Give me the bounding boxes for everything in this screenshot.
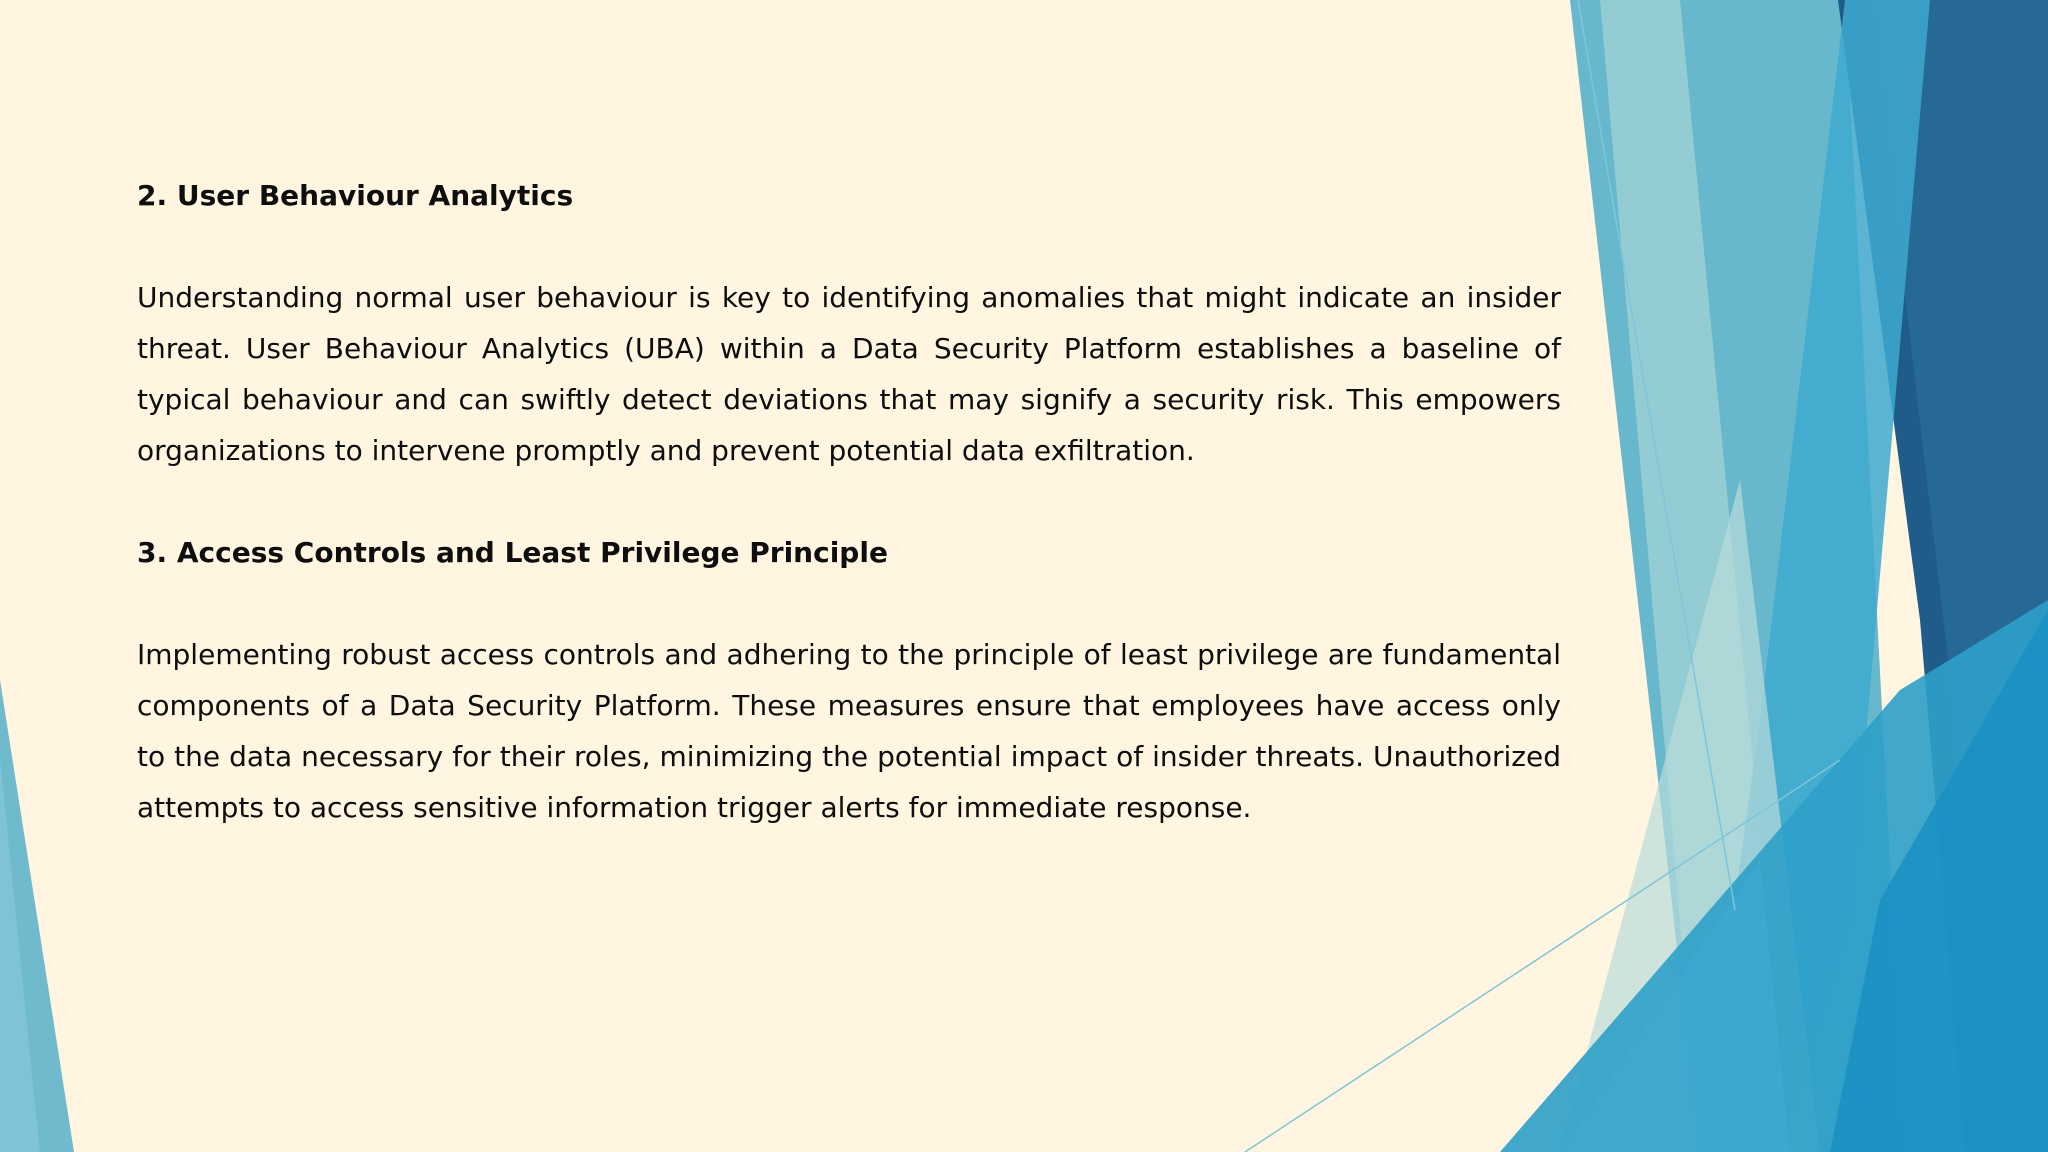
section-body-uba: Understanding normal user behaviour is key to identifying anomalies that might indicate an insider threat. User Behaviour Analytics (UBA) within a Data Security Platform establishes a baseline of typical behaviour and can swiftly detect deviations that may signify a security risk. This empowers organizations to intervene promptly and prevent potential data exfiltration. [137,281,1561,467]
section-heading-access-controls: 3. Access Controls and Least Privilege Principle [137,536,888,569]
section-heading-uba: 2. User Behaviour Analytics [137,179,574,212]
slide-content [137,170,1561,884]
section-body-access-controls: Implementing robust access controls and adhering to the principle of least privilege are fundamental components of a Data Security Platform. These measures ensure that employees have access only to the data necessary for their roles, minimizing the potential impact of insider threats. Unauthorized attempts to access sensitive information trigger alerts for immediate response. [137,638,1561,824]
